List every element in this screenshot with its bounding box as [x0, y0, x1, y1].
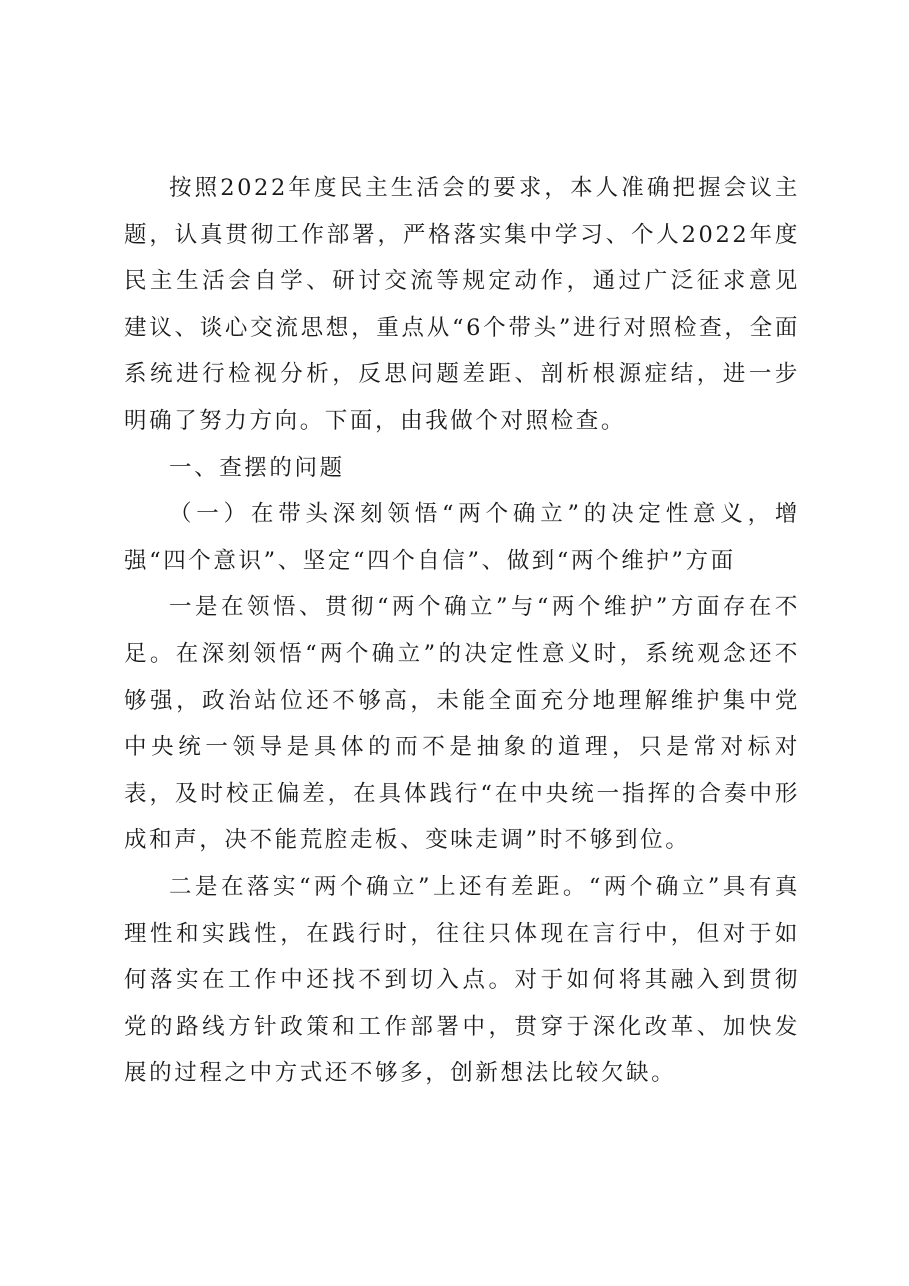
document-body — [124, 165, 800, 1097]
section-heading: 一、查摆的问题 — [169, 454, 345, 481]
point-one-paragraph: 一是在领悟、贯彻“两个确立”与“两个维护”方面存在不足。在深刻领悟“两个确立”的决定性意义时，系统观念还不够强，政治站位还不够高，未能全面充分地理解维护集中党中央统一领导是具体的而不是抽象的道理，只是常对标对表，及时校正偏差，在具体践行“在中央统一指挥的合奏中形成和声，决不能荒腔走板、变味走调”时不够到位。 — [124, 594, 800, 854]
subsection-heading: （一）在带头深刻领悟“两个确立”的决定性意义，增强“四个意识”、坚定“四个自信”、做到“两个维护”方面 — [124, 501, 800, 574]
point-two-paragraph: 二是在落实“两个确立”上还有差距。“两个确立”具有真理性和实践性，在践行时，往往只体现在言行中，但对于如何落实在工作中还找不到切入点。对于如何将其融入到贯彻党的路线方针政策和工作部署中，贯穿于深化改革、加快发展的过程之中方式还不够多，创新想法比较欠缺。 — [124, 873, 800, 1087]
intro-paragraph: 按照2022年度民主生活会的要求，本人准确把握会议主题，认真贯彻工作部署，严格落实集中学习、个人2022年度民主生活会自学、研讨交流等规定动作，通过广泛征求意见建议、谈心交流思想，重点从“6个带头”进行对照检查，全面系统进行检视分析，反思问题差距、剖析根源症结，进一步明确了努力方向。下面，由我做个对照检查。 — [124, 175, 800, 434]
